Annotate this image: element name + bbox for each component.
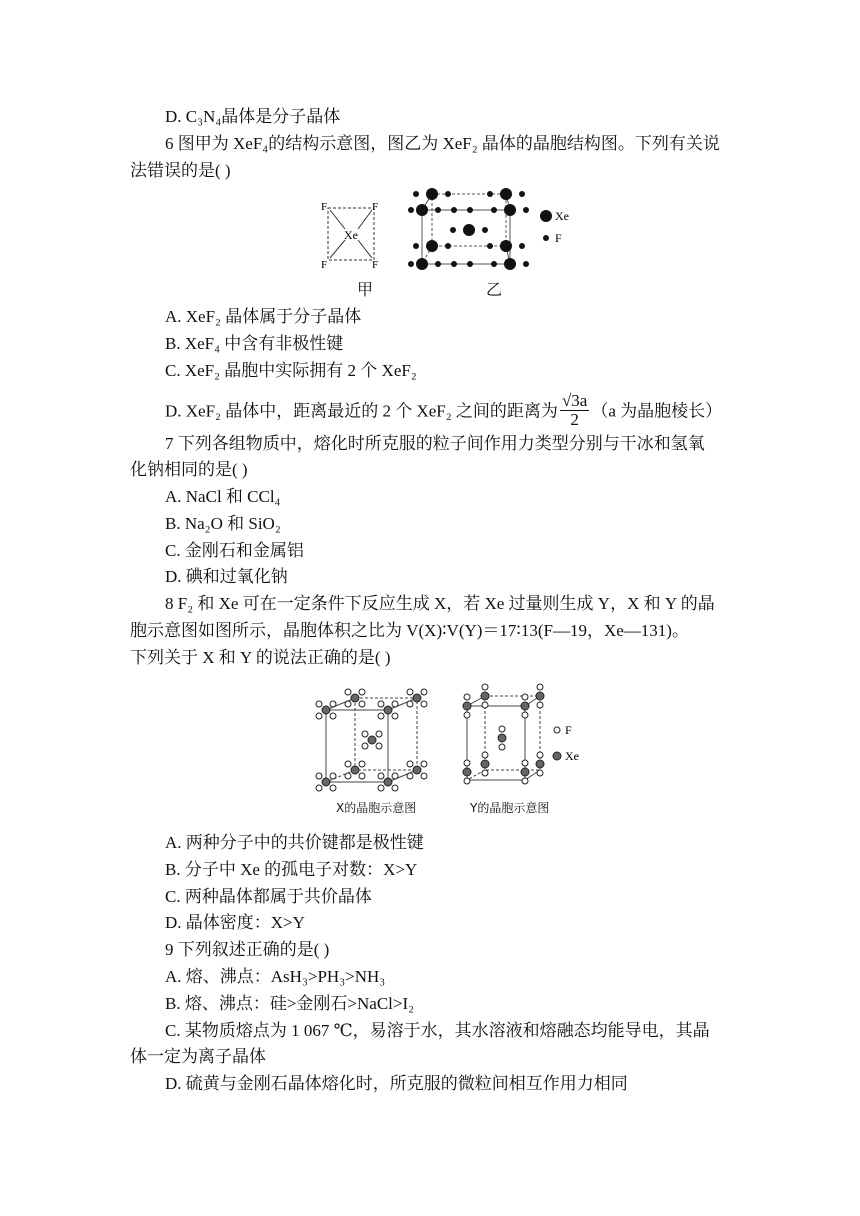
- caption-y-unit-cell: Y的晶胞示意图: [470, 801, 550, 815]
- f-label-br: F: [372, 259, 379, 271]
- q7-option-c: C. 金刚石和金属铝: [165, 541, 304, 560]
- q6-option-b: B. XeF₄ 中含有非极性键: [165, 334, 344, 353]
- xef4-molecules: [316, 689, 427, 791]
- q8-stem-line3: 下列关于 X 和 Y 的说法正确的是( ): [130, 648, 391, 667]
- fraction-numerator: √3a: [561, 391, 588, 410]
- q6-option-d: [165, 391, 723, 431]
- legend-xe-label: Xe: [565, 749, 579, 763]
- q6-stem-line1: 6 图甲为 XeF₄的结构示意图，图乙为 XeF₂ 晶体的晶胞结构图。下列有关说: [165, 134, 720, 153]
- q7-option-b: B. Na₂O 和 SiO₂: [165, 514, 281, 533]
- q7-stem-line1: 7 下列各组物质中，熔化时所克服的粒子间作用力类型分别与干冰和氢氧: [165, 434, 705, 453]
- q8-option-c: C. 两种晶体都属于共价晶体: [165, 887, 372, 906]
- q9-option-d: D. 硫黄与金刚石晶体熔化时，所克服的微粒间相互作用力相同: [165, 1074, 628, 1093]
- fraction-denominator: 2: [570, 410, 579, 429]
- q6-option-c: C. XeF₂ 晶胞中实际拥有 2 个 XeF₂: [165, 361, 417, 380]
- q6-option-a: A. XeF₂ 晶体属于分子晶体: [165, 307, 362, 326]
- q9-stem: 9 下列叙述正确的是( ): [165, 940, 330, 959]
- q8-stem-line2: 胞示意图如图所示，晶胞体积之比为 V(X)∶V(Y)＝17∶13(F—19，Xe—131)。: [130, 621, 689, 640]
- q7-option-a: A. NaCl 和 CCl₄: [165, 487, 281, 506]
- q6-option-d-note: （a 为晶胞棱长）: [591, 401, 723, 421]
- q6-option-d-text: D. XeF₂ 晶体中，距离最近的 2 个 XeF₂ 之间的距离为: [165, 401, 558, 421]
- figure-caption-yi: 乙: [486, 280, 503, 299]
- x-unit-cell-figure: [310, 682, 435, 792]
- q6-stem-line2: 法错误的是( ): [130, 161, 231, 180]
- xef2-unit-cell-figure: [408, 186, 578, 276]
- fraction-sqrt3a-over-2: [560, 392, 589, 429]
- q7-option-d: D. 碘和过氧化钠: [165, 567, 288, 586]
- legend-f-label: F: [565, 723, 572, 737]
- q7-stem-line2: 化钠相同的是( ): [130, 460, 248, 479]
- legend-xe-label: Xe: [555, 209, 569, 223]
- xe-label-center: Xe: [344, 228, 358, 242]
- xef4-structure-figure: [318, 196, 384, 276]
- f-label-bl: F: [321, 259, 328, 271]
- f-label-tr: F: [372, 201, 379, 213]
- q5-option-d: D. C₃N₄晶体是分子晶体: [165, 107, 341, 126]
- q9-option-c-line2: 体一定为离子晶体: [130, 1047, 266, 1066]
- q8-option-b: B. 分子中 Xe 的孤电子对数：X>Y: [165, 860, 418, 879]
- f-label-tl: F: [321, 201, 328, 213]
- caption-x-unit-cell: X的晶胞示意图: [336, 801, 417, 815]
- y-unit-cell-figure: [455, 680, 585, 790]
- q8-option-d: D. 晶体密度：X>Y: [165, 913, 305, 932]
- q8-option-a: A. 两种分子中的共价键都是极性键: [165, 833, 424, 852]
- q9-option-b: B. 熔、沸点：硅>金刚石>NaCl>I₂: [165, 994, 415, 1013]
- q8-stem-line1: 8 F₂ 和 Xe 可在一定条件下反应生成 X，若 Xe 过量则生成 Y，X 和 Y 的晶: [165, 594, 715, 613]
- legend-f-label: F: [555, 231, 562, 245]
- xef2-molecules: [463, 684, 544, 784]
- q9-option-c-line1: C. 某物质熔点为 1 067 ℃，易溶于水，其水溶液和熔融态均能导电，其晶: [165, 1021, 710, 1040]
- figure-caption-jia: 甲: [357, 280, 374, 299]
- q9-option-a: A. 熔、沸点：AsH₃>PH₃>NH₃: [165, 967, 386, 986]
